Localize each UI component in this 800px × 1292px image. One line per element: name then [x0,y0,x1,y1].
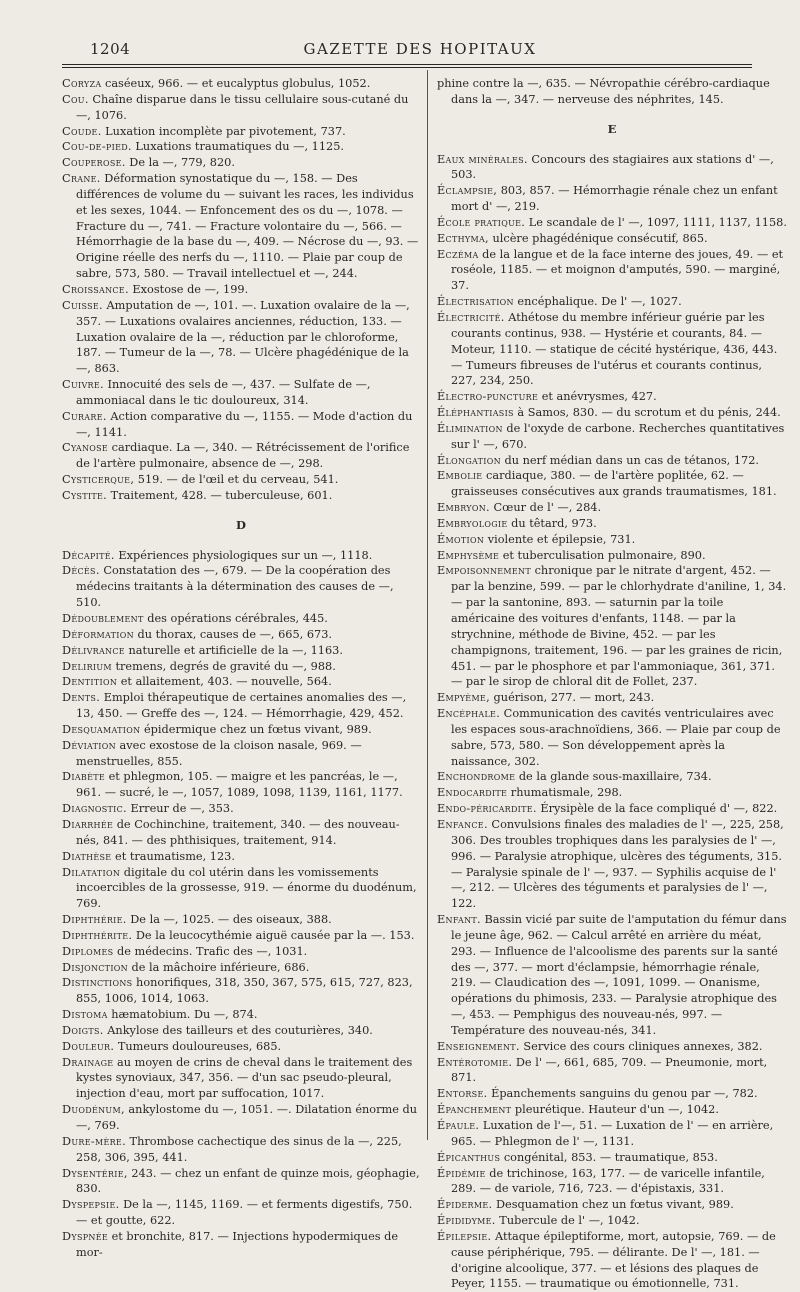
column-divider [427,70,428,1140]
entry-text: des opérations cérébrales, 445. [143,612,328,625]
index-entry [62,865,420,913]
index-entry [437,706,787,769]
entry-headword: Cysticerque, [62,473,135,487]
entry-text: et traumatisme, 123. [111,849,235,863]
index-entry [437,563,787,690]
entry-headword: Dédoublement [62,612,144,625]
index-entry [437,1102,787,1118]
index-entry [437,1213,787,1229]
entry-text: Constatation des —, 679. — De la coopération des médecins traitants à la détermination des causes de —, 510. [76,564,394,610]
index-entry [437,785,787,801]
entry-text: Athétose du membre inférieur guérie par les courants continus, 938. — Hystérie et courants, 84. — Moteur, 1110. — statique de cécité hystérique, 436, 443. — Tumeurs fibreuses de l'utérus et courants continus, 227, 234, 250. [451,310,778,388]
journal-title: GAZETTE DES HOPITAUX [303,40,537,58]
entry-headword: Enfant. [437,913,481,927]
entry-text: ulcère phagédénique consécutif, 865. [488,231,708,245]
entry-headword: Diplomes [62,944,114,958]
entry-text: digitale du col utérin dans les vomissements incoercibles de la grossesse, 919. — énorme du duodénum, 769. [76,865,417,911]
entry-text: Erreur de —, 353. [126,802,234,816]
index-entry [437,1197,787,1213]
index-entry [62,928,420,944]
entry-headword: Drainage [62,1055,114,1069]
index-entry [437,468,787,500]
index-entry [437,215,787,231]
entry-headword: Embryologie [437,516,508,530]
entry-headword: Empoisonnement [437,564,531,578]
entry-text: Chaîne disparue dans le tissu cellulaire sous-cutané du —, 1076. [76,92,409,122]
index-entry [62,975,420,1007]
index-entry [437,516,787,532]
entry-text: et anévrysmes, 427. [538,390,657,404]
entry-text: Desquamation chez un fœtus vivant, 989. [492,1198,734,1212]
index-entry [62,563,420,611]
entry-headword: Épilepsie. [437,1229,492,1243]
index-entry [62,155,420,171]
entry-headword: Emphysème [437,548,500,562]
entry-headword: Crane. [62,172,101,186]
entry-text: 519. — de l'œil et du cerveau, 541. [134,473,339,487]
entry-text: avec exostose de la cloison nasale, 969. — menstruelles, 855. [76,738,362,768]
entry-text: Tumeurs douloureuses, 685. [114,1039,282,1053]
index-entry [437,548,787,564]
index-entry [437,912,787,1039]
entry-headword: Cou-de-pied. [62,140,132,154]
index-entry [437,1150,787,1166]
index-entry [62,1102,420,1134]
index-entry [62,472,420,488]
entry-headword: Électricité. [437,310,505,324]
entry-text: naturelle et artificielle de la —, 1163. [124,643,343,657]
index-entry [437,310,787,389]
index-entry [437,500,787,516]
entry-headword: Cystite. [62,488,108,502]
index-entry [437,453,787,469]
entry-headword: Coryza [62,77,102,90]
entry-text: Expériences physiologiques sur un —, 1118. [114,548,373,562]
entry-text: pleurétique. Hauteur d'un —, 1042. [511,1103,719,1117]
entry-headword: Délivrance [62,643,125,657]
entry-headword: Dilatation [62,865,121,879]
entry-text: Luxation de l'—, 51. — Luxation de l' — en arrière, 965. — Phlegmon de l' —, 1131. [451,1119,774,1148]
entry-text: 803, 857. — Hémorrhagie rénale chez un enfant mort d' —, 219. [451,184,778,214]
entry-headword: Couperose. [62,156,126,170]
index-entry [62,377,420,409]
entry-headword: Dure-mère. [62,1134,126,1148]
entry-text: cardiaque. La —, 340. — Rétrécissement de l'orifice de l'artère pulmonaire, absence de —, 298. [76,441,410,471]
entry-headword: Endo-péricardite. [437,802,537,816]
entry-headword: Eaux minérales. [437,152,528,166]
entry-headword: Cuivre. [62,378,104,392]
entry-text: hæmatobium. Du —, 874. [107,1008,258,1022]
entry-text: Exostose de —, 199. [128,282,249,296]
index-entry [437,1166,787,1198]
entry-text: caséeux, 966. — et eucalyptus globulus, 1052. [101,77,371,90]
entry-headword: Épaule. [437,1119,480,1132]
entry-headword: Curare. [62,409,107,423]
section-letter: E [607,121,617,136]
entry-headword: Distoma [62,1008,108,1022]
entry-headword: Diphthérie. [62,913,127,927]
header-rule-top [62,64,752,65]
entry-headword: Entorse. [437,1087,488,1101]
index-entry [437,1229,787,1292]
entry-text: rhumatismale, 298. [507,786,623,800]
entry-text: tremens, degrés de gravité du —, 988. [111,659,336,673]
entry-headword: Doigts. [62,1023,104,1037]
entry-text: et tuberculisation pulmonaire, 890. [499,548,706,562]
index-entry [62,960,420,976]
entry-headword: Électro-puncture [437,390,539,404]
entry-text: ankylostome du —, 1051. —. Dilatation énorme du —, 769. [76,1103,417,1132]
entry-headword: Disjonction [62,960,128,974]
entry-text: Concours des stagiaires aux stations d' —, 503. [451,152,774,182]
index-entry [62,1055,420,1103]
entry-text: Action comparative du —, 1155. — Mode d'action du —, 1141. [76,409,413,439]
entry-headword: Eczéma [437,247,479,261]
entry-text: Innocuité des sels de —, 437. — Sulfate de —, ammoniacal dans le tic douloureux, 314. [76,378,371,407]
index-entry [437,405,787,421]
entry-text: de la mâchoire inférieure, 686. [127,960,310,974]
index-entry [62,1039,420,1055]
entry-headword: Desquamation [62,722,141,736]
entry-text: De la —, 1025. — des oiseaux, 388. [126,913,332,927]
entry-text: épidermique chez un fœtus vivant, 989. [140,722,372,736]
entry-headword: Dentition [62,675,118,689]
index-entry [62,124,420,140]
entry-text: Bassin vicié par suite de l'amputation du fémur dans le jeune âge, 962. — Calcul arrêté en arrière du méat, 293. — Influence de l'alcoolisme des parents sur la santé des —, 377. — mort d'éclampsie, hémorrhagie rénale, 219. — Claudication des —, 1091, 1099. — Onanisme, opérations du phimosis, 233. — Paralysie atrophique des —, 453. — Pemphigus des nouveau-nés, 997. — Température des nouveau-nés, 341. [451,913,787,1037]
entry-text: de la langue et de la face interne des joues, 49. — et roséole, 1185. — et moignon d'amputés, 590. — marginé, 37. [451,247,784,293]
entry-headword: Cou. [62,92,89,106]
entry-text: phine contre la —, 635. — Névropathie cérébro-cardiaque dans la —, 347. — nerveuse des néphrites, 145. [437,77,770,106]
entry-headword: Distinctions [62,976,133,990]
entry-headword: Dyspepsie. [62,1198,120,1212]
entry-headword: Cuisse. [62,298,103,312]
entry-headword: Diathèse [62,849,112,863]
entry-text: De la leucocythémie aiguë causée par la —. 153. [132,928,415,942]
entry-text: Cœur de l' —, 284. [489,501,602,515]
entry-headword: Diarrhée [62,817,114,831]
entry-headword: Électrisation [437,295,514,309]
index-entry [62,643,420,659]
index-entry [62,769,420,801]
entry-headword: Croissance. [62,282,129,296]
entry-text: violente et épilepsie, 731. [484,532,636,546]
entry-text: Tubercule de l' —, 1042. [495,1214,640,1228]
index-entry [62,674,420,690]
entry-headword: Enseignement. [437,1039,520,1053]
entry-headword: Endocardite [437,786,508,800]
index-entry [62,548,420,564]
index-entry [437,532,787,548]
entry-text: Épanchements sanguins du genou par —, 782. [487,1087,758,1101]
index-entry [62,1007,420,1023]
index-entry [437,1086,787,1102]
index-entry [62,801,420,817]
index-entry [62,92,420,124]
entry-text: Service des cours cliniques annexes, 382. [519,1039,763,1053]
entry-text: De la —, 779, 820. [125,156,235,170]
index-entry [437,690,787,706]
index-entry [437,769,787,785]
entry-text: 243. — chez un enfant de quinze mois, géophagie, 830. [76,1166,420,1196]
index-entry [437,183,787,215]
index-entry-continuation [437,76,787,108]
index-entry [437,1055,787,1087]
entry-headword: Décès. [62,564,100,578]
entry-headword: Entérotomie. [437,1055,513,1069]
entry-headword: Dyspnée [62,1229,108,1243]
entry-headword: Épicanthus [437,1150,501,1164]
index-entry [62,488,420,504]
entry-text: De la —, 1145, 1169. — et ferments digestifs, 750. — et goutte, 622. [76,1198,413,1228]
index-entry [62,611,420,627]
index-entry [62,1023,420,1039]
entry-headword: Diabète [62,770,105,784]
entry-headword: Enfance. [437,817,488,831]
entry-text: Luxation incomplète par pivotement, 737. [101,124,346,138]
entry-text: de trichinose, 163, 177. — de varicelle infantile, 289. — de variole, 716, 723. — d'épistaxis, 331. [451,1166,765,1196]
entry-text: et bronchite, 817. — Injections hypodermiques de mor- [76,1229,399,1259]
index-entry [62,1166,420,1198]
index-entry [437,1118,787,1150]
entry-text: Luxations traumatiques du —, 1125. [131,140,344,154]
entry-headword: Duodénum, [62,1103,125,1117]
entry-headword: Delirium [62,659,112,673]
index-entry [62,659,420,675]
entry-headword: Éclampsie, [437,184,498,198]
entry-headword: Coude. [62,124,102,138]
entry-text: à Samos, 830. — du scrotum et du pénis, 244. [513,406,781,420]
entry-headword: Épiderme. [437,1198,493,1212]
entry-text: de la glande sous-maxillaire, 734. [515,770,712,784]
entry-headword: Embolie [437,469,483,483]
entry-text: et allaitement, 403. — nouvelle, 564. [117,675,332,689]
index-entry [437,231,787,247]
entry-text: Ankylose des tailleurs et des couturières, 340. [103,1023,373,1037]
index-entry [62,282,420,298]
entry-text: Communication des cavités ventriculaires avec les espaces sous-arachnoïdiens, 366. — Plaie par coup de sabre, 573, 580. — Son développement après la naissance, 302. [451,707,781,768]
entry-headword: Émotion [437,532,485,546]
section-letter: D [236,517,246,532]
entry-text: du thorax, causes de —, 665, 673. [133,627,333,641]
entry-headword: Épanchement [437,1103,512,1117]
index-entry [437,247,787,295]
entry-text: de l'oxyde de carbone. Recherches quantitatives sur l' —, 670. [451,421,785,451]
entry-headword: Encéphale. [437,707,501,721]
entry-headword: Élimination [437,421,503,435]
entry-text: Traitement, 428. — tuberculeuse, 601. [107,488,333,502]
index-entry [62,409,420,441]
index-entry [62,849,420,865]
header-rule-bottom [62,67,752,68]
index-entry [62,817,420,849]
entry-text: Thrombose cachectique des sinus de la —, 225, 258, 306, 395, 441. [76,1134,402,1164]
entry-text: Convulsions finales des maladies de l' —, 225, 258, 306. Des troubles trophiques dans les paralysies de l' —, 996. — Paralysie atrophique, ulcères des téguments, 315. — Paralysie spinale de l' —, 937. — Syphilis acquise de l' —, 212. — Ulcères des téguments et paralysies de l' —, 122. [451,817,784,911]
index-entry [62,139,420,155]
entry-headword: Déviation [62,738,116,752]
index-entry [437,294,787,310]
index-entry [437,817,787,912]
index-entry [437,421,787,453]
entry-text: chronique par le nitrate d'argent, 452. — par la benzine, 599. — par le chlorhydrate d'aniline, 1, 34. — par la santonine, 893. — saturnin par la toile américaine des voitures d'enfants, 1148. — par la strychnine, méthode de Bivine, 452. — par les champignons, traitement, 196. — par les graines de ricin, 451. — par le phosphore et par l'ammoniaque, 361, 371. — par le sirop de chloral dit de Follet, 237. [451,564,787,689]
index-entry [437,152,787,184]
entry-headword: École pratique. [437,215,526,229]
entry-headword: Épidémie [437,1166,486,1180]
entry-headword: Diphthérite. [62,928,133,942]
index-entry [62,298,420,377]
entry-headword: Enchondrome [437,770,516,784]
index-entry [62,912,420,928]
index-entry [62,722,420,738]
entry-text: Amputation de —, 101. —. Luxation ovalaire de la —, 357. — Luxations ovalaires anciennes, réduction, 133. — Luxation ovalaire de la —, réduction par le chloroforme, 187. — Tumeur de la —, 78. — Ulcère phagédénique de la —, 863. [76,298,410,376]
entry-headword: Épididyme. [437,1214,496,1228]
entry-headword: Dysentérie, [62,1166,128,1180]
index-entry [437,801,787,817]
entry-text: Emploi thérapeutique de certaines anomalies des —, 13, 450. — Greffe des —, 124. — Hémorrhagie, 429, 452. [76,691,407,721]
entry-text: Le scandale de l' —, 1097, 1111, 1137, 1158. [525,215,787,229]
index-entry [62,440,420,472]
index-entry [62,1229,420,1261]
index-entry [62,627,420,643]
index-entry [62,171,420,282]
index-entry [437,1039,787,1055]
entry-text: Attaque épileptiforme, mort, autopsie, 769. — de cause périphérique, 795. — délirante. De l' —, 181. — d'origine alcoolique, 377. — et lésions des plaques de Peyer, 1155. — traumatique ou émotionnelle, 731. [451,1229,776,1291]
page-number: 1204 [90,40,131,58]
index-entry [62,1197,420,1229]
entry-text: de Cochinchine, traitement, 340. — des nouveau-nés, 841. — des phthisiques, traitement, 914. [76,817,400,847]
index-entry [62,1134,420,1166]
index-entry [62,738,420,770]
entry-text: Déformation synostatique du —, 158. — Des différences de volume du — suivant les races, les individus et les sexes, 1044. — Enfoncement des os du —, 1078. — Fracture du —, 741. — Fracture volontaire du —, 566. — Hémorrhagie de la base du —, 409. — Nécrose du —, 93. — Origine réelle des nerfs du —, 1110. — Plaie par coup de sabre, 573, 580. — Travail intellectuel et —, 244. [76,172,419,281]
entry-text: au moyen de crins de cheval dans le traitement des kystes synoviaux, 347, 356. — d'un sac pseudo-pleural, injection d'eau, mort par suffocation, 1017. [76,1055,413,1101]
page-header [90,40,750,60]
index-entry [437,389,787,405]
entry-text: du têtard, 973. [507,516,597,530]
entry-text: De l' —, 661, 685, 709. — Pneumonie, mort, 871. [451,1055,768,1085]
entry-text: de médecins. Trafic des —, 1031. [113,944,308,958]
entry-headword: Élongation [437,453,501,467]
index-entry [62,76,420,92]
entry-text: Érysipèle de la face compliqué d' —, 822. [536,802,778,816]
entry-headword: Cyanose [62,441,109,455]
entry-headword: Embryon. [437,501,490,515]
entry-headword: Diagnostic. [62,802,127,816]
entry-headword: Dents. [62,691,101,705]
entry-text: encéphalique. De l' —, 1027. [513,295,682,309]
entry-text: congénital, 853. — traumatique, 853. [500,1150,718,1164]
left-column [62,76,420,1261]
entry-headword: Décapité. [62,548,115,562]
index-entry [62,944,420,960]
entry-text: honorifiques, 318, 350, 367, 575, 615, 727, 823, 855, 1006, 1014, 1063. [76,976,413,1006]
entry-headword: Empyème, [437,691,490,705]
right-column [437,76,787,1292]
entry-headword: Déformation [62,627,134,641]
entry-text: guérison, 277. — mort, 243. [489,691,655,705]
entry-headword: Éléphantiasis [437,406,514,420]
entry-headword: Douleur. [62,1039,115,1053]
entry-text: et phlegmon, 105. — maigre et les pancréas, le —, 961. — sucré, le —, 1057, 1089, 1098, 1139, 1161, 1177. [76,770,403,800]
index-entry [62,690,420,722]
entry-text: du nerf médian dans un cas de tétanos, 172. [500,453,760,467]
entry-headword: Ecthyma, [437,231,489,245]
entry-text: cardiaque, 380. — de l'artère poplitée, 62. — graisseuses consécutives aux grands traumatismes, 181. [451,469,777,499]
